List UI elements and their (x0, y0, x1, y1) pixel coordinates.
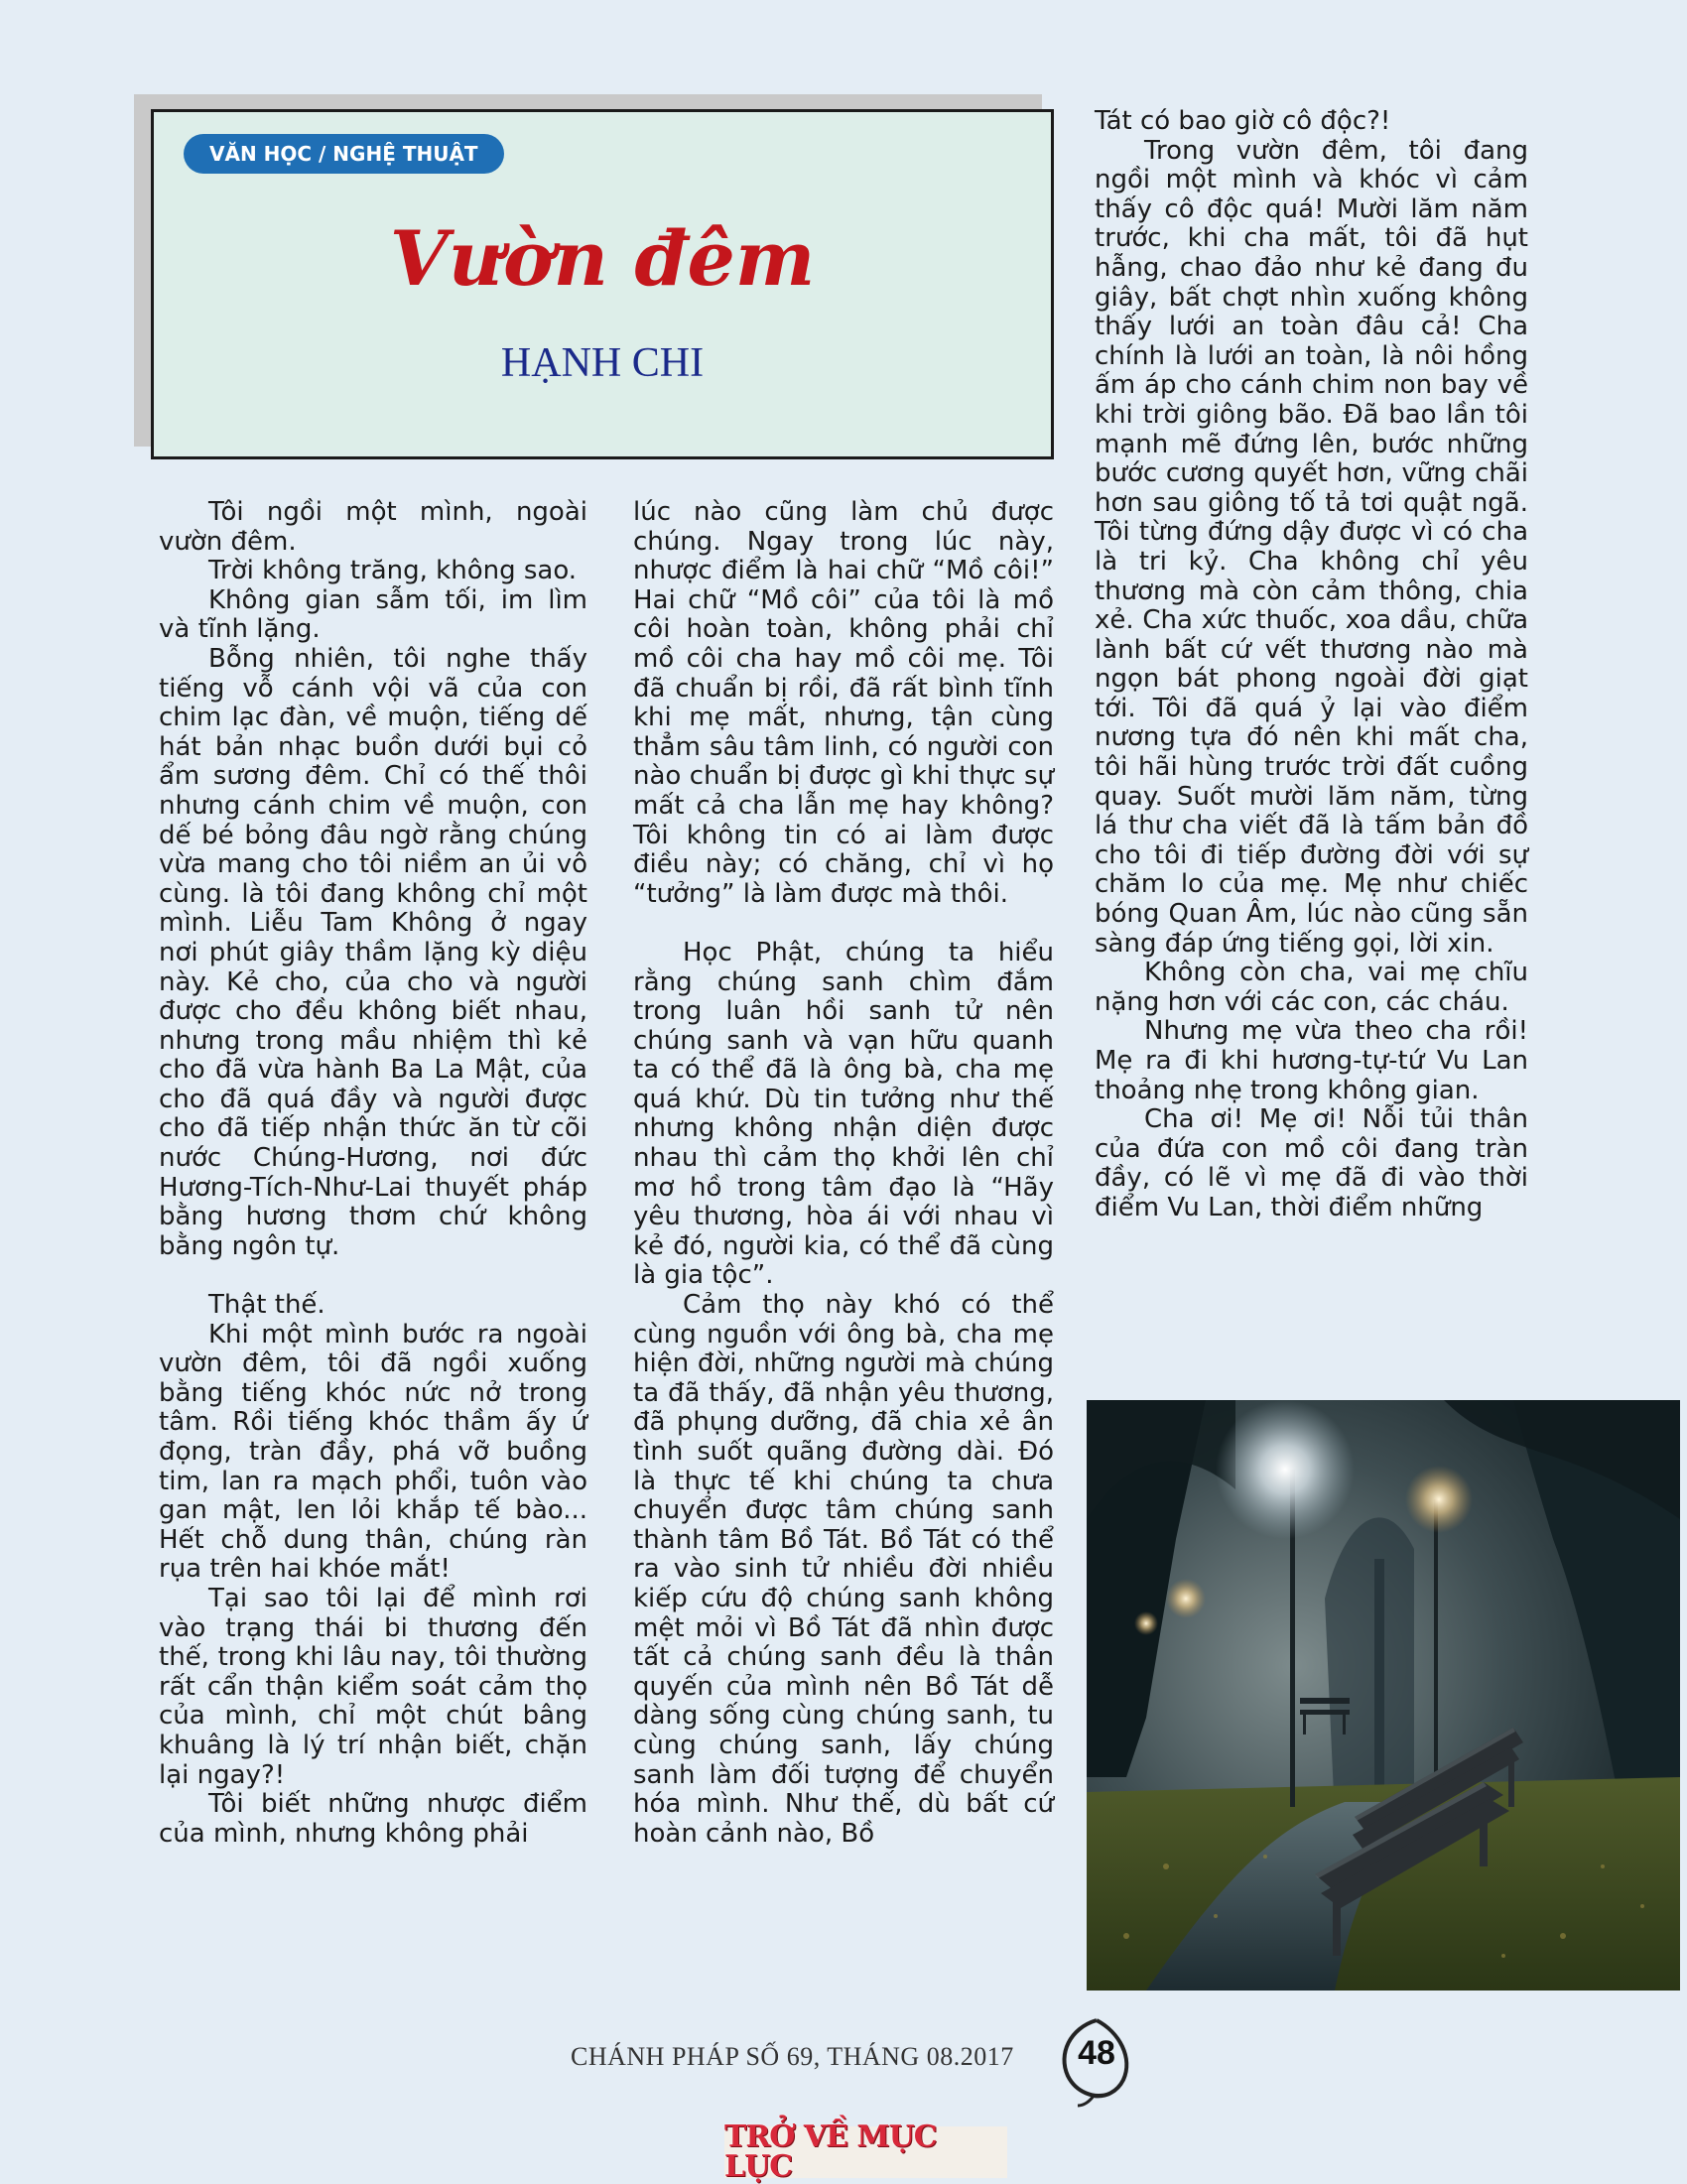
paragraph: Cha ơi! Mẹ ơi! Nỗi tủi thân của đứa con mồ côi đang tràn đầy, có lẽ vì mẹ đã đi vào thời điểm Vu Lan, thời điểm những (1095, 1104, 1528, 1222)
footer-issue: CHÁNH PHÁP SỐ 69, THÁNG 08.2017 (571, 2042, 1014, 2071)
page-number: 48 (1078, 2034, 1115, 2072)
paragraph: Cảm thọ này khó có thể cùng nguồn với ông bà, cha mẹ hiện đời, những người mà chúng ta đã thấy, đã nhận yêu thương, đã phụng dưỡng, đã chia xẻ ân tình suốt quãng đường dài. Đó là thực tế khi chúng ta chưa chuyển được tâm chúng sanh thành tâm Bồ Tát. Bồ Tát có thể ra vào sinh tử nhiều đời nhiều kiếp cứu độ chúng sanh không mệt mỏi vì Bồ Tát đã nhìn được tất cả chúng sanh đều là thân quyến của mình nên Bồ Tát dễ dàng sống cùng chúng sanh, tu cùng chúng sanh, lấy chúng sanh làm đối tượng để chuyển hóa mình. Như thế, dù bất cứ hoàn cảnh nào, Bồ (633, 1290, 1054, 1849)
paragraph: Học Phật, chúng ta hiểu rằng chúng sanh chìm đắm trong luân hồi sanh tử nên chúng sanh và vạn hữu quanh ta có thể đã là ông bà, cha mẹ quá khứ. Dù tin tưởng như thế nhưng không nhận diện được nhau thì cảm thọ khởi lên chỉ mơ hồ trong tâm đạo là “Hãy yêu thương, hòa ái với nhau vì kẻ đó, người kia, có thể đã cùng là gia tộc”. (633, 937, 1054, 1291)
page-number-badge (1050, 2014, 1143, 2108)
paragraph: Bỗng nhiên, tôi nghe thấy tiếng vỗ cánh vội vã của con chim lạc đàn, về muộn, tiếng dế hát bản nhạc buồn dưới bụi cỏ ẩm sương đêm. Chỉ có thế thôi nhưng cánh chim về muộn, con dế bé bỏng đâu ngờ rằng chúng vừa mang cho tôi niềm an ủi vô cùng. là tôi đang không chỉ một mình. Liễu Tam Không ở ngay nơi phút giây thầm lặng kỳ diệu này. Kẻ cho, của cho và người được cho đều không biết nhau, nhưng trong mầu nhiệm thì kẻ cho đã vừa hành Ba La Mật, của cho đã quá đầy và người được cho đã tiếp nhận thức ăn từ cõi nước Chúng-Hương, nơi đức Hương-Tích-Như-Lai thuyết pháp bằng hương thơm chứ không bằng ngôn tự. (159, 643, 587, 1261)
paragraph: Tôi ngồi một mình, ngoài vườn đêm. (159, 497, 587, 557)
title-box (151, 109, 1054, 459)
night-garden-photo (1087, 1400, 1680, 1991)
paragraph: Thật thế. (208, 1290, 325, 1321)
article-author: HẠNH CHI (500, 340, 705, 386)
article-title: Vườn đêm (389, 214, 816, 303)
paragraph: lúc nào cũng làm chủ được chúng. Ngay trong lúc này, nhược điểm là hai chữ “Mồ côi!” Hai chữ “Mồ côi” của tôi là mồ côi hoàn toàn, không phải chỉ mồ côi cha hay mồ côi mẹ. Tôi đã chuẩn bị rồi, đã rất bình tĩnh khi mẹ mất, nhưng, tận cùng thẳm sâu tâm linh, có người con nào chuẩn bị được gì khi thực sự mất cả cha lẫn mẹ hay không? Tôi không tin có ai làm được điều này; có chăng, chỉ vì họ “tưởng” là làm được mà thôi. (633, 497, 1054, 909)
paragraph: Không gian sẫm tối, im lìm và tĩnh lặng. (159, 584, 587, 645)
article-column-3 (1095, 107, 1528, 1223)
paragraph: Tát có bao giờ cô độc?! (1095, 106, 1391, 136)
article-column-2 (633, 498, 1054, 1849)
paragraph: Không còn cha, vai mẹ chĩu nặng hơn với các con, các cháu. (1095, 958, 1528, 1017)
back-to-contents-button[interactable]: TRỞ VỀ MỤC LỤC (724, 2126, 1007, 2178)
category-tag: VĂN HỌC / NGHỆ THUẬT (184, 134, 504, 174)
paragraph: Tại sao tôi lại để mình rơi vào trạng thái bi thương đến thế, trong khi lâu nay, tôi thường rất cẩn thận kiểm soát cảm thọ của mình, chỉ một chút bâng khuâng là lý trí nhận biết, chặn lại ngay?! (159, 1583, 587, 1790)
article-column-1 (159, 498, 587, 1849)
paragraph: Khi một mình bước ra ngoài vườn đêm, tôi đã ngồi xuống bằng tiếng khóc nức nở trong tâm. Rồi tiếng khóc thầm ấy ứ đọng, tràn đầy, phá vỡ buồng tim, lan ra mạch phổi, tuôn vào gan mật, len lỏi khắp tế bào... Hết chỗ dung thân, chúng ràn rụa trên hai khóe mắt! (159, 1319, 587, 1585)
paragraph: Nhưng mẹ vừa theo cha rồi! Mẹ ra đi khi hương-tự-tứ Vu Lan thoảng nhẹ trong không gian. (1095, 1016, 1528, 1105)
paragraph: Trời không trăng, không sao. (208, 556, 578, 586)
paragraph: Trong vườn đêm, tôi đang ngồi một mình và khóc vì cảm thấy cô độc quá! Mười lăm năm trước, khi cha mất, tôi đã hụt hẫng, chao đảo như kẻ đang đu giây, bất chợt nhìn xuống không thấy lưới an toàn đâu cả! Cha chính là lưới an toàn, là nôi hồng ấm áp cho cánh chim non bay về khi trời giông bão. Đã bao lần tôi mạnh mẽ đứng lên, bước những bước cương quyết hơn, vững chãi hơn sau giông tố tả tơi quật ngã. Tôi từng đứng dậy được vì có cha là tri kỷ. Cha không chỉ yêu thương mà còn cảm thông, chia xẻ. Cha xức thuốc, xoa dầu, chữa lành bất cứ vết thương nào mà ngọn bát phong ngoài đời giạt tới. Tôi đã quá ỷ lại vào điểm nương tựa đó nên khi mất cha, tôi hãi hùng trước trời đất cuồng quay. Suốt mười lăm năm, từng lá thư cha viết đã là tấm bản đồ cho tôi đi tiếp đường đời với sự chăm lo của mẹ. Mẹ như chiếc bóng Quan Âm, lúc nào cũng sẵn sàng đáp ứng tiếng gọi, lời xin. (1095, 135, 1528, 959)
paragraph: Tôi biết những nhược điểm của mình, nhưng không phải (159, 1789, 587, 1849)
